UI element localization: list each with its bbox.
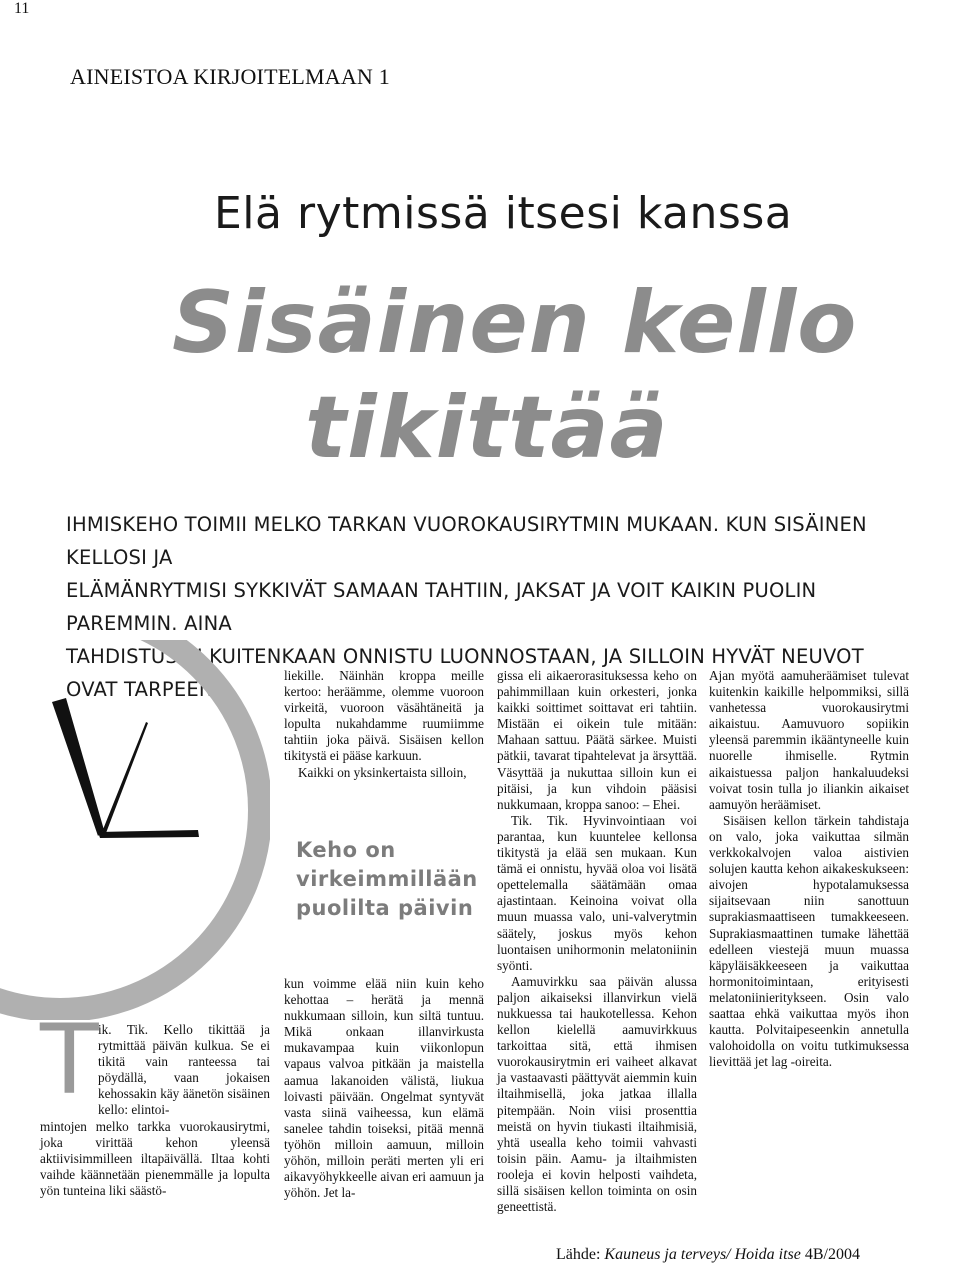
paragraph: Aamuvirkku saa päivän alussa paljon aikaiseksi illanvirkun vielä nukkuessa tai haukotellessa. Kehon kellon kielellä aamuvirkkuus tarkoittaa sitä, että ihmisen vuorokausirytmin eri vaiheet alkavat ja vastaavasti päättyvät aiemmin kuin iltaihmisellä, joka jatkaa illalla pitempään. Noin viisi prosenttia meistä on hyvin tiukasti iltaihmisiä, yhtä usealla keho toimii vahvasti toisin päin. Aamu- ja iltaihmisten rooleja ei kovin helposti vaihdeta, sillä sisäisen kellon toiminta on osin geneettistä. [497,973,697,1215]
source-citation [556,1246,860,1264]
clock-hour-hand [52,698,104,836]
paragraph: kun voimme elää niin kuin keho kehottaa – herätä ja mennä nukkumaan silloin, kun siltä tuntuu. Mikä onkaan illanvirkusta mukavampaa kuin viikonlopun vapaus valvoa pitkään ja maistella aamua lakanoiden välistä, liukua loivasti päivään. Ongelmat syntyvät vasta siinä vaiheessa, kun elämä sanelee tahdin toiseksi, pitää mennä työhön milloin aamuun, milloin yöhön, milloin peräti merten yli eri aikavyöhykkeelle aivan eri aamuun ja yöhön. Jet la- [284,976,484,1201]
column-3 [497,668,697,1215]
lead-line: ELÄMÄNRYTMISI SYKKIVÄT SAMAAN TAHTIIN, JAKSAT JA VOIT KAIKIN PUOLIN PAREMMIN. AINA [66,579,817,635]
pull-quote-line: Keho on [296,838,396,862]
pull-quote-line: puolilta päivin [296,896,474,920]
paragraph: Ajan myötä aamuheräämiset tulevat kuitenkin kaikille helpommiksi, sillä vanhetessa vuorokausirytmi aikaistuu. Aamuvuoro sopiikin yleensä paremmin ikääntyneelle kuin nuorelle ihmiselle. Rytmin aikaistuessa paljon hankaluudeksi voivat tosin tulla jo iliankin aikaiset aamuyön heräämiset. [709,668,909,812]
paragraph: Tik. Tik. Hyvinvointiaan voi parantaa, kun kuuntelee kellonsa tikitystä ja elää sen mukaan. Kun tämä ei onnistu, hyvää oloa voi lisätä opettelemalla säätämään omaa ajastintaan. Keinoina voivat olla muun muassa valo, uni-valverytmin säätely, joskus myös kehon luontaisen unihormonin melatoniinin syönti. [497,812,697,973]
column-1 [40,1004,270,1199]
column-2-bottom [284,976,484,1201]
column-1-text: ik. Tik. Kello tikittää ja rytmittää päivän kulkua. Se ei tikitä vain ranteessa tai pöydällä, vaan jokaisen kehossakin käy äänetön sisäinen kello: elintoi- [98,1022,270,1118]
pull-quote [296,836,496,923]
pull-quote-line: virkeimmillään [296,867,478,891]
column-1-text-rest: mintojen melko tarkka vuorokausirytmi, joka virittää kehon yleensä aktiivisimmilleen iltapäivällä. Iltaa kohti vaihde käännetään pienemmälle ja lopulta yön tunteina liki säästö- [40,1118,270,1198]
paragraph: gissa eli aikaerorasituksessa keho on pahimmillaan kuin orkesteri, jonka kaikki soittimet soittavat eri tahtiin. Mistään ei oikein tule mitään: Mahaan sattuu. Päätä särkee. Muisti pätkii, tavarat tipahtelevat ja ärsyttää. Väsyttää ja nukuttaa silloin kun ei pitäisi, ja kun vihdoin pääsisi nukkumaan, kroppa sanoo: – Ehei. [497,668,697,812]
column-4 [709,668,909,1070]
paragraph: liekille. Näinhän kroppa meille kertoo: heräämme, olemme vuoroon virkeitä, vuoroon väsähtäneitä ja lopulta nukahdamme ruumiimme tahtiin joka päivä. Sisäisen kellon tikitystä ei pääse karkuun. [284,668,484,764]
clock-base-hand [98,830,199,838]
source-issue: 4B/2004 [800,1246,860,1263]
clock-minute-hand [102,722,148,833]
drop-cap: T [40,1004,99,1116]
clock-ring [0,640,260,1010]
lead-line: TAHDISTUS EI KUITENKAAN ONNISTU LUONNOSTAAN, JA SILLOIN HYVÄT NEUVOT OVAT TARPEEN. [66,645,864,701]
page-number: 11 [14,0,30,17]
article-title-line2: tikittää [305,378,669,478]
source-prefix: Lähde: [556,1246,605,1263]
clock-illustration [0,640,270,1020]
source-publication: Kauneus ja terveys/ Hoida itse [604,1246,801,1263]
article-title-line1: Sisäinen kello [172,273,858,373]
article-headline: Elä rytmissä itsesi kanssa [214,188,793,239]
section-heading: AINEISTOA KIRJOITELMAAN 1 [70,64,390,89]
lead-line: IHMISKEHO TOIMII MELKO TARKAN VUOROKAUSIRYTMIN MUKAAN. KUN SISÄINEN KELLOSI JA [66,513,867,569]
paragraph: Kaikki on yksinkertaista silloin, [298,764,467,780]
column-2-top [284,668,484,781]
paragraph: Sisäisen kellon tärkein tahdistaja on valo, joka vaikuttaa silmän verkkokalvojen valoa aistivien solujen kautta kehon aikakeskukseen: aivojen hypotalamuksessa sijaitsevaan niin sanottuun suprakiasmaattiseen tumakkeeseen. Suprakiasmaattinen tumake lähettää edelleen viestejä muun muassa käpyläisäkkeeseen ja vaikuttaa hormonitoimintaan, erityisesti melatoniinieritykseen. Osin valo saattaa ehkä vaikuttaa myös ihon kautta. Polvitaipeseenkin annetulla valohoidolla on voitu tutkimuksessa lievittää jet lag -oireita. [709,812,909,1070]
